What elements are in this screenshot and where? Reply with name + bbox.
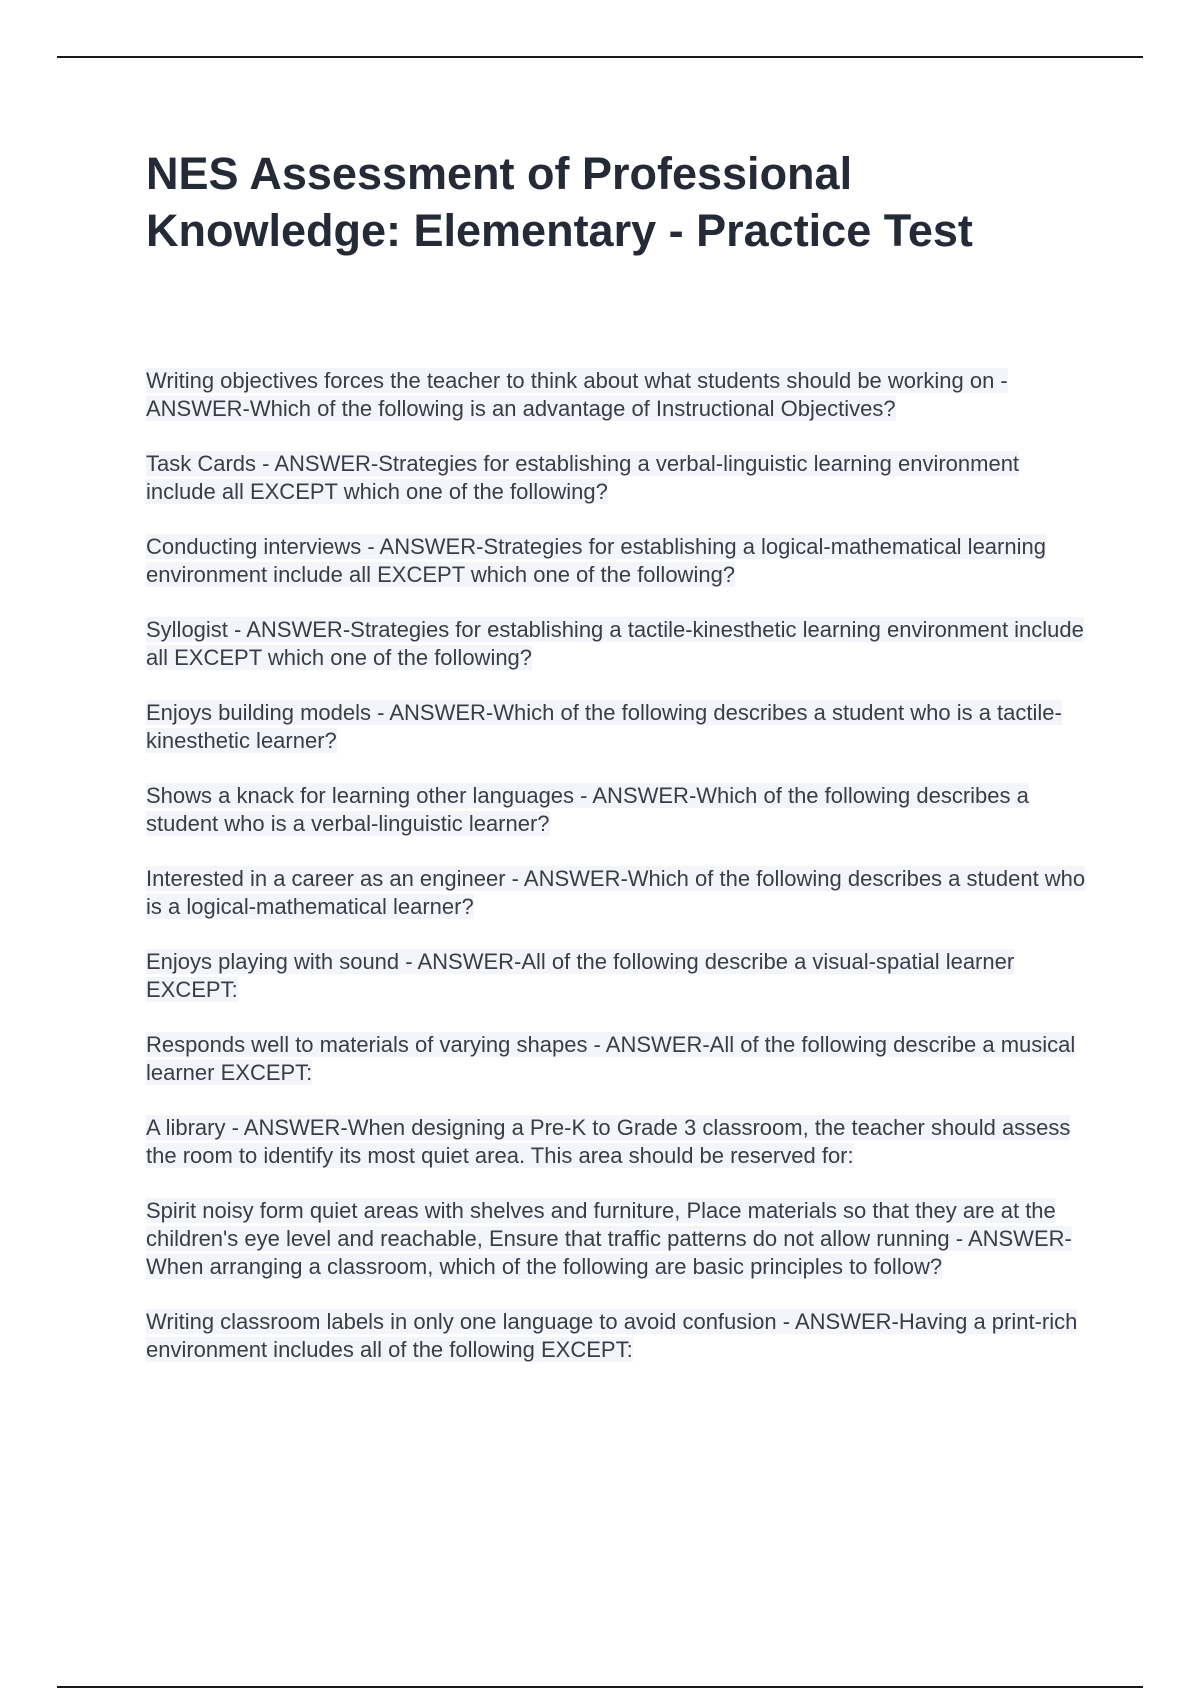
qa-item — [146, 865, 1086, 921]
qa-item — [146, 1031, 1086, 1087]
qa-text: Writing classroom labels in only one language to avoid confusion - ANSWER-Having a print-rich environment includes all of the following EXCEPT: — [146, 1309, 1078, 1362]
qa-item — [146, 1114, 1086, 1170]
top-rule — [57, 56, 1143, 58]
qa-item — [146, 533, 1086, 589]
qa-text: Interested in a career as an engineer - ANSWER-Which of the following describes a student who is a logical-mathematical learner? — [146, 866, 1086, 919]
qa-text: Enjoys building models - ANSWER-Which of the following describes a student who is a tactile-kinesthetic learner? — [146, 700, 1062, 753]
qa-item — [146, 367, 1086, 423]
qa-list — [146, 367, 1086, 1391]
qa-item — [146, 782, 1086, 838]
qa-text: Syllogist - ANSWER-Strategies for establishing a tactile-kinesthetic learning environment include all EXCEPT which one of the following? — [146, 617, 1084, 670]
qa-text: Responds well to materials of varying shapes - ANSWER-All of the following describe a musical learner EXCEPT: — [146, 1032, 1076, 1085]
qa-text: Conducting interviews - ANSWER-Strategies for establishing a logical-mathematical learning environment include all EXCEPT which one of the following? — [146, 534, 1046, 587]
qa-text: Task Cards - ANSWER-Strategies for establishing a verbal-linguistic learning environment include all EXCEPT which one of the following? — [146, 451, 1020, 504]
bottom-rule — [57, 1686, 1143, 1688]
qa-text: Writing objectives forces the teacher to think about what students should be working on - ANSWER-Which of the following is an advantage of Instructional Objectives? — [146, 368, 1008, 421]
qa-item — [146, 616, 1086, 672]
qa-item — [146, 1197, 1086, 1281]
document-title: NES Assessment of Professional Knowledge: Elementary - Practice Test — [146, 148, 973, 256]
qa-item — [146, 699, 1086, 755]
qa-text: Shows a knack for learning other languages - ANSWER-Which of the following describes a student who is a verbal-linguistic learner? — [146, 783, 1029, 836]
qa-text: Enjoys playing with sound - ANSWER-All of the following describe a visual-spatial learner EXCEPT: — [146, 949, 1015, 1002]
qa-item — [146, 450, 1086, 506]
qa-item — [146, 1308, 1086, 1364]
qa-text: Spirit noisy form quiet areas with shelves and furniture, Place materials so that they are at the children's eye level and reachable, Ensure that traffic patterns do not allow running - ANSWER-When arranging a classroom, which of the following are basic principles to follow? — [146, 1198, 1072, 1279]
qa-item — [146, 948, 1086, 1004]
qa-text: A library - ANSWER-When designing a Pre-K to Grade 3 classroom, the teacher should assess the room to identify its most quiet area. This area should be reserved for: — [146, 1115, 1071, 1168]
